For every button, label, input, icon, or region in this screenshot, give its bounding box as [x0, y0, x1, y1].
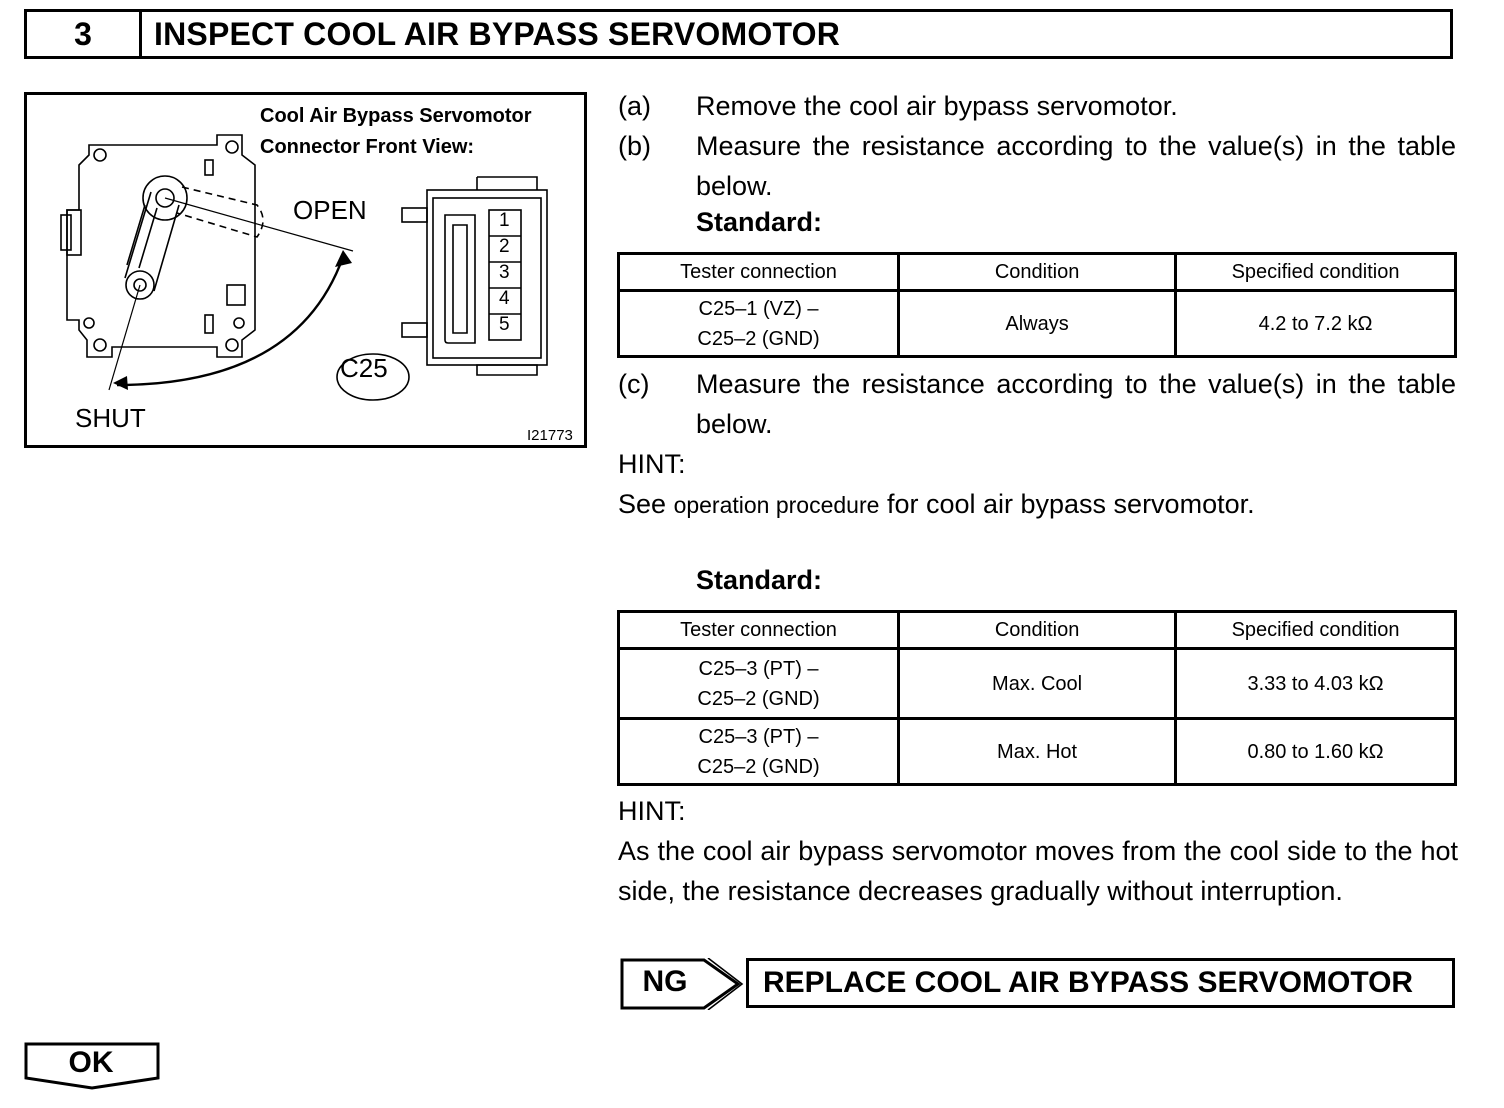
tester-connection-cell: [619, 649, 899, 719]
step-b-text: Measure the resistance according to the value(s) in the table below.: [696, 131, 1456, 201]
table-row: [619, 719, 1456, 785]
spec-table-2: [617, 610, 1457, 786]
step-header: [24, 9, 1453, 59]
condition-cell: Max. Hot: [899, 719, 1176, 785]
standard-label: Standard:: [696, 207, 823, 237]
servomotor-figure: [24, 92, 587, 448]
shut-label: SHUT: [75, 403, 146, 433]
step-a-label: (a): [618, 91, 651, 121]
hint-suffix: for cool air bypass servomotor.: [886, 489, 1255, 519]
ng-label: NG: [642, 965, 688, 998]
table-header: Condition: [899, 612, 1176, 649]
tester-connection-line: C25–2 (GND): [697, 755, 820, 778]
tester-connection-cell: [619, 719, 899, 785]
hint-label: HINT:: [618, 796, 686, 826]
step-c: [618, 364, 1458, 444]
hint-prefix: See: [618, 489, 667, 519]
figure-id: I21773: [527, 427, 573, 444]
tester-connection-line: C25–2 (GND): [697, 687, 820, 710]
step-b: [618, 126, 1458, 206]
condition-cell: Max. Cool: [899, 649, 1176, 719]
step-number: 3: [27, 12, 142, 56]
specified-condition-cell: 4.2 to 7.2 kΩ: [1176, 291, 1456, 357]
table-row: [619, 649, 1456, 719]
operation-procedure-link[interactable]: operation procedure: [673, 492, 880, 518]
ok-label: OK: [68, 1046, 114, 1079]
tester-connection-line: C25–2 (GND): [697, 327, 820, 350]
spec-table-1: [617, 252, 1457, 358]
connector-pin: 3: [499, 262, 510, 283]
table-header: Specified condition: [1176, 254, 1456, 291]
hint-text: [618, 484, 1458, 525]
hint-label: HINT:: [618, 449, 686, 479]
figure-caption-subtitle: Connector Front View:: [260, 136, 475, 158]
step-b-label: (b): [618, 131, 651, 161]
tester-connection-cell: [619, 291, 899, 357]
table-header-row: [619, 612, 1456, 649]
step-c-text: Measure the resistance according to the value(s) in the table below.: [696, 369, 1456, 439]
table-header-row: [619, 254, 1456, 291]
connector-label: C25: [340, 353, 388, 383]
table-header: Specified condition: [1176, 612, 1456, 649]
condition-cell: Always: [899, 291, 1176, 357]
tester-connection-line: C25–1 (VZ) –: [698, 297, 819, 320]
specified-condition-cell: 3.33 to 4.03 kΩ: [1176, 649, 1456, 719]
connector-pin: 1: [499, 210, 510, 231]
tester-connection-line: C25–3 (PT) –: [698, 657, 819, 680]
ng-branch: [620, 958, 744, 1015]
step-a-text: Remove the cool air bypass servomotor.: [696, 91, 1178, 121]
table-header: Tester connection: [619, 612, 899, 649]
table-header: Tester connection: [619, 254, 899, 291]
figure-caption-title: Cool Air Bypass Servomotor: [260, 105, 532, 127]
ng-result-box: REPLACE COOL AIR BYPASS SERVOMOTOR: [746, 958, 1455, 1008]
specified-condition-cell: 0.80 to 1.60 kΩ: [1176, 719, 1456, 785]
step-title: INSPECT COOL AIR BYPASS SERVOMOTOR: [154, 15, 841, 52]
step-c-label: (c): [618, 369, 650, 399]
standard-label: Standard:: [696, 565, 823, 595]
ok-branch: [24, 1042, 160, 1095]
connector-pin: 2: [499, 236, 510, 257]
tester-connection-line: C25–3 (PT) –: [698, 725, 819, 748]
hint-text: As the cool air bypass servomotor moves from the cool side to the hot side, the resistance decreases gradually without interruption.: [618, 836, 1458, 906]
table-header: Condition: [899, 254, 1176, 291]
step-a: [618, 86, 1458, 126]
connector-pin: 4: [499, 288, 510, 309]
open-label: OPEN: [293, 195, 367, 225]
table-row: [619, 291, 1456, 357]
connector-pin: 5: [499, 314, 510, 335]
